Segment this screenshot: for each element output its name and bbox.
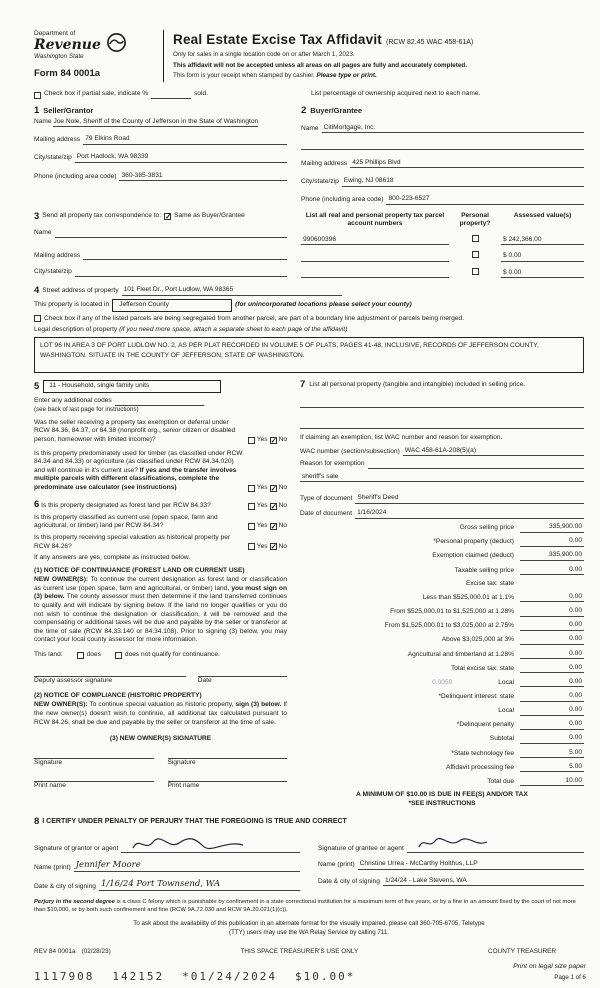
exemption-intro: If claiming an exemption, list WAC number and reason for exemption. — [300, 434, 503, 442]
located-in-label: This property is located in — [34, 300, 110, 308]
timber-question-text: Is this property predominately used for timber (as classified under RCW 84.34 and 84.33) or agriculture (as classified under RCW 84.34.020) and will continue in it's current use? — [34, 449, 243, 474]
parcel-number-field[interactable] — [301, 270, 449, 278]
document-date-label: Date of document — [300, 509, 353, 517]
owner-print-row — [34, 773, 287, 791]
tax-amount-field[interactable]: 5.00 — [520, 763, 584, 773]
tax-row-label: Gross selling price — [459, 524, 514, 532]
tax-row-label: From $1,525,000.01 to $3,025,000 at 2.75% — [384, 622, 514, 630]
stamp-receipt-number: 1117908 — [34, 969, 95, 983]
yes-checkbox[interactable] — [248, 523, 255, 530]
legal-description-label-row — [34, 326, 584, 335]
forest-land-yesno — [248, 502, 287, 511]
legal-description-label: Legal description of property — [34, 326, 118, 334]
continuance-text-2: The county assessor must then determine if the land transferred continues to qualify and will indicate by signing below. If the land no longer qualifies or you do not wish to continue the designation or classification, it will be removed and the compensating or additional taxes will be due and payable by the seller or transferor at the time of sale (RCW 84.33.140 or 84.34.108). Prior to signing (3) below, you may contact your local county assessor for more information. — [34, 593, 287, 644]
rev-number: REV 84 0001a — [34, 948, 76, 956]
owner-signature-field[interactable] — [34, 750, 154, 759]
section-8-number: 8 — [34, 815, 40, 827]
segregated-parcels-checkbox[interactable] — [34, 315, 41, 322]
footer-row — [34, 948, 584, 956]
assessed-value-field[interactable]: $ 0.00 — [501, 269, 584, 279]
no-label: No — [278, 435, 287, 443]
land-qualify-row — [34, 651, 287, 660]
tax-amount-field[interactable]: 10.00 — [520, 777, 584, 787]
perjury-notice — [34, 899, 584, 915]
tax-row-label: Exemption claimed (deduct) — [432, 552, 514, 560]
grantee-signature-icon — [415, 835, 495, 853]
correspondence-csz-field[interactable] — [75, 269, 287, 277]
wac-number-label: WAC number (section/subsection) — [300, 447, 400, 455]
county-treasurer-label: COUNTY TREASURER — [488, 948, 556, 956]
parcel-row — [301, 251, 584, 262]
print-name-label: Print name — [167, 782, 200, 790]
correspondence-csz-label: City/state/zip — [34, 268, 72, 276]
ownership-note: List percentage of ownership acquired next to each name. — [311, 90, 481, 97]
new-owners-lead-2: NEW OWNER(S): — [34, 701, 88, 709]
current-use-yesno — [248, 522, 287, 531]
legal-description-field[interactable]: LOT 96 IN AREA 3 OF PORT LUDLOW NO. 2, AS PER PLAT RECORDED IN VOLUME 5 OF PLATS, PAGES 41-48, INCLUSIVE, RECORDS OF JEFFERSON COUNTY, WASHINGTON. SITUATE IN THE COUNTY OF JEFFERSON, STATE OF WASHINGTON. — [34, 337, 584, 373]
tax-row-label: *State technology fee — [451, 749, 514, 757]
section-8 — [34, 817, 584, 892]
signature-label: Signature — [167, 758, 196, 766]
personal-property-checkbox[interactable] — [472, 268, 479, 275]
stamp-date: *01/24/2024 — [182, 969, 277, 983]
main-columns — [34, 380, 584, 809]
land-use-code-box[interactable]: 11 - Household, single family units — [43, 380, 221, 394]
name-print-label: Name (print) — [34, 863, 71, 871]
yes-checkbox[interactable] — [248, 485, 255, 492]
seller-name-row — [34, 118, 287, 127]
forest-land-question — [34, 500, 244, 511]
owner-signature-field[interactable] — [168, 750, 288, 759]
grantor-signature-icon — [129, 835, 249, 853]
stamp-code: 142152 — [112, 969, 165, 983]
excise-tax-state-header: Excise tax: state — [465, 579, 514, 587]
form-header — [34, 30, 584, 82]
perjury-body: is a class C felony which is punishable by confinement in a state correctional institution for a maximum term of five years, or by a fine in an amount fixed by the court of not more than $10,000, or by both such confinement and fine (RCW 9A.72.030 and RCW 9A.20.021(1)(c)). — [34, 899, 576, 914]
buyer-phone-label: Phone (including area code) — [301, 196, 384, 203]
cashier-stamp — [34, 970, 584, 984]
page-number: Page 1 of 6 — [554, 973, 586, 981]
seller-address-field[interactable]: 79 Elkins Road — [83, 135, 287, 145]
wac-number-field[interactable]: WAC 458-61A-208(5)(a) — [403, 447, 584, 457]
see-instructions-note: *SEE INSTRUCTIONS — [408, 800, 476, 808]
street-address-label: Street address of property — [42, 287, 119, 295]
correspondence-address-field[interactable] — [83, 252, 287, 260]
current-use-question: Is this property classified as current use (open space, farm and agricultural, or timber) land per RCW 84.34? — [34, 513, 218, 530]
tax-row-label: Affidavit processing fee — [445, 763, 514, 771]
deputy-assessor-row — [34, 668, 287, 686]
new-owners-lead: NEW OWNER(S): — [34, 576, 89, 584]
tax-row-label: *Delinquent penalty — [456, 721, 514, 729]
tax-row-label: *Delinquent interest: state — [438, 692, 514, 700]
timber-question — [34, 450, 244, 493]
section-4 — [34, 286, 584, 372]
section-3 — [34, 212, 584, 279]
document-type-field[interactable]: Sheriff's Deed — [355, 494, 584, 504]
new-owner-signature-title: (3) NEW OWNER(S) SIGNATURE — [109, 735, 212, 743]
no-label: No — [278, 502, 287, 510]
timber-yesno — [248, 484, 287, 493]
buyer-title: Buyer/Grantee — [310, 105, 362, 115]
yes-label: Yes — [256, 522, 268, 530]
tax-amount-field[interactable]: 0.00 — [520, 664, 584, 674]
seller-csz-field[interactable]: Port Hadlock, WA 98339 — [75, 153, 287, 163]
buyer-name-field[interactable]: CitiMortgage, Inc. — [322, 124, 584, 134]
section-3-number: 3 — [34, 210, 40, 222]
tax-amount-field[interactable]: 0.00 — [520, 593, 584, 603]
section-4-number: 4 — [34, 285, 40, 297]
exemption-question: Was the seller receiving a property tax exemption or deferral under RCW 84.36, 84.37, or 84.38 (nonprofit org., senior citizen or disabled person, homeowner with limited income)? — [34, 418, 236, 443]
deputy-signature-field[interactable] — [34, 668, 186, 677]
alternate-format-line-2: (TTY) users may use the WA Relay Service by calling 711. — [229, 929, 389, 937]
owner-signature-row — [34, 750, 287, 768]
stamp-amount: $10.00* — [294, 969, 356, 983]
date-city-label: Date & city of signing — [34, 882, 96, 890]
agency-name: Revenue — [34, 37, 101, 54]
land-does-not-checkbox[interactable] — [115, 652, 122, 659]
print-size-note: Print on legal size paper — [513, 963, 586, 971]
signature-label: Signature — [34, 758, 63, 766]
yes-checkbox[interactable] — [248, 503, 255, 510]
yes-label: Yes — [256, 502, 268, 510]
partial-sale-checkbox[interactable] — [34, 92, 41, 99]
grantor-signature-label: Signature of grantor or agent — [34, 844, 119, 852]
tax-amount-field[interactable]: 0.00 — [520, 537, 584, 547]
reason-exemption-value[interactable]: sheriff's sale — [300, 473, 584, 483]
parcel-col-header: List all real and personal property tax parcel account numbers — [305, 211, 445, 228]
seller-title: Seller/Grantor — [43, 105, 94, 115]
parcel-table — [301, 212, 584, 279]
perjury-lead: Perjury in the second degree — [34, 899, 115, 906]
tax-row-label: Above $3,025,000 at 3% — [441, 636, 514, 644]
yes-label: Yes — [256, 483, 268, 491]
buyer-address-field[interactable]: 425 Phillips Blvd — [350, 159, 584, 169]
section-6 — [34, 500, 287, 791]
deputy-date-label: Date — [197, 677, 212, 685]
tax-calculation — [300, 523, 584, 786]
section-1-number: 1 — [34, 104, 40, 116]
legal-description-note: (if you need more space, attach a separate sheet to each page of the affidavit) — [119, 326, 348, 334]
partial-percent-field[interactable] — [151, 91, 191, 99]
assessed-value-field[interactable]: $ 242,366.00 — [501, 236, 584, 246]
form-number: Form 84 0001a — [34, 68, 101, 80]
agency-state-label: Washington State — [34, 53, 84, 61]
owner-print-name-field[interactable] — [34, 773, 154, 782]
continuance-text-1: To continue the current designation as forest land or classification as current use (open space, farm and agricultural, or timber) land, — [34, 576, 287, 592]
rev-date: (02/28/23) — [81, 948, 111, 956]
street-address-field[interactable]: 101 Fleet Dr., Port Ludlow, WA 98365 — [122, 286, 342, 296]
yes-label: Yes — [256, 542, 268, 550]
grantee-signature-field[interactable] — [407, 838, 584, 853]
same-as-buyer-label: Same as Buyer/Grantee — [174, 212, 245, 220]
no-checkbox[interactable]: ✓ — [270, 522, 277, 532]
located-in-note: (for unincorporated locations please select your county) — [235, 300, 412, 308]
local-rate-value: 0.0050 — [432, 678, 453, 686]
tax-row-label: Total due — [487, 777, 514, 785]
print-name-label: Print name — [34, 782, 66, 790]
assessed-value-field[interactable]: $ 0.00 — [501, 252, 584, 262]
yes-label: Yes — [256, 435, 268, 443]
right-column — [300, 380, 584, 809]
compliance-text-2: If the new owner(s) doesn't wish to continue, all additional tax calculated pursuant to RCW 84.26, shall be due and payable by the seller or transferor at the time of sale. — [34, 701, 287, 726]
parcel-number-field[interactable] — [301, 254, 449, 262]
section-7 — [300, 380, 584, 390]
document-type-label: Type of document — [300, 495, 353, 503]
notice-continuance-title: (1) NOTICE OF CONTINUANCE (FOREST LAND OR CURRENT USE) — [34, 566, 245, 574]
tax-row-label: From $525,000.01 to $1,525,000 at 1.28% — [390, 608, 514, 616]
no-checkbox[interactable]: ✓ — [270, 502, 277, 512]
no-checkbox[interactable]: ✓ — [270, 542, 277, 552]
personal-property-intro: List all personal property (tangible and intangible) included in selling price. — [309, 380, 526, 388]
grantee-date-city-field[interactable]: 1/24/24 - Lake Stevens, WA — [383, 877, 584, 887]
alternate-format-line-1: To ask about the availability of this publication in an alternate format for the visually impaired, please call 360-705-6705. Teletype — [133, 920, 485, 928]
section-7-number: 7 — [300, 378, 306, 390]
correspondence-name-label: Name — [34, 229, 52, 237]
timber-question-bold: If yes and the transfer involves multiple parcels with different classifications, complete the predominate use calculator (see instructions) — [34, 466, 237, 491]
correspondence-address-label: Mailing address — [34, 251, 81, 259]
buyer-phone-field[interactable]: 800-223-6527 — [386, 195, 584, 205]
tax-row-label: Agricultural and timberland at 1.28% — [407, 650, 514, 658]
tax-amount-field[interactable]: 0.00 — [520, 607, 584, 617]
tax-amount-field[interactable]: 0.00 — [520, 692, 584, 702]
correspondence-label: Send all property tax correspondence to: — [42, 212, 162, 220]
same-as-buyer-checkbox[interactable]: ✓ — [165, 211, 172, 221]
date-city-label: Date & city of signing — [318, 877, 380, 885]
grantee-print-name-field[interactable]: Christine Urrea - McCarthy Holthus, LLP — [358, 860, 584, 870]
revenue-logo-icon — [106, 32, 127, 57]
sign-below-bold: sign (3) below. — [235, 701, 282, 709]
buyer-csz-label: City/state/zip — [301, 177, 339, 185]
yes-checkbox[interactable] — [248, 543, 255, 550]
tax-amount-field[interactable]: 0.00 — [520, 734, 584, 744]
no-checkbox[interactable]: ✓ — [270, 435, 277, 445]
partial-sale-row — [34, 90, 584, 99]
yes-checkbox[interactable] — [248, 437, 255, 444]
correspondence-name-field[interactable] — [55, 230, 287, 238]
additional-codes-label: Enter any additional codes — [34, 397, 112, 405]
reason-exemption-field[interactable] — [368, 461, 584, 469]
county-select[interactable]: Jefferson County — [112, 299, 232, 312]
personal-property-list-field[interactable] — [300, 399, 584, 408]
tax-row-label: Subtotal — [489, 735, 514, 743]
seller-csz-label: City/state/zip — [34, 154, 72, 162]
assessed-value-col-header: Assessed value(s) — [513, 211, 572, 219]
seller-name-label: Name — [34, 118, 52, 126]
no-label: No — [278, 522, 287, 530]
tax-row-label: Local — [498, 707, 514, 715]
does-label: does — [86, 650, 101, 658]
form-rcw-code: (RCW 82.45 WAC 458-61A) — [386, 39, 474, 46]
buyer-name-label: Name — [301, 124, 319, 132]
tax-amount-field[interactable]: 0.00 — [520, 650, 584, 660]
tax-row-label: Taxable selling price — [454, 566, 514, 574]
tax-amount-field[interactable]: 335,900.00 — [520, 523, 584, 533]
must-sign-bold: you must sign on (3) below. — [34, 584, 287, 601]
notice-compliance-title: (2) NOTICE OF COMPLIANCE (HISTORIC PROPERTY) — [34, 691, 202, 699]
seller-phone-field[interactable]: 360-385-3831 — [119, 172, 287, 182]
buyer-name-extra-line[interactable] — [301, 141, 584, 150]
grantor-signature-block — [34, 831, 300, 891]
tax-row-label: Local — [498, 678, 514, 686]
grantee-signature-block — [318, 831, 584, 891]
tax-amount-field[interactable]: 0.00 — [520, 678, 584, 688]
partial-sold-label: sold. — [194, 90, 209, 97]
historic-question: Is this property receiving special valuation as historical property per RCW 84.26? — [34, 534, 231, 550]
parcel-row — [301, 268, 584, 279]
tax-amount-field[interactable]: 0.00 — [520, 566, 584, 576]
forest-land-question-text: Is this property designated as forest land per RCW 84.33? — [41, 502, 211, 510]
notice-compliance-body — [34, 701, 287, 727]
header-note-3 — [173, 72, 473, 80]
historic-yesno — [248, 543, 287, 552]
owner-print-name-field[interactable] — [168, 773, 288, 782]
exemption-yesno — [248, 436, 287, 445]
compliance-text-1: To continue special valuation as historic property, — [87, 701, 236, 709]
grantor-signature-field[interactable] — [121, 838, 300, 853]
seller-address-label: Mailing address — [34, 136, 81, 144]
deputy-date-field[interactable] — [198, 668, 287, 677]
deputy-signature-label: Deputy assessor signature — [34, 677, 113, 685]
section-1-seller — [34, 106, 287, 205]
header-note-1: Only for sales in a single location code on or after March 1, 2023. — [173, 51, 355, 59]
form-title: Real Estate Excise Tax Affidavit — [173, 32, 382, 47]
header-divider — [163, 30, 164, 82]
name-print-label: Name (print) — [318, 861, 355, 869]
dept-of-label: Department of — [34, 30, 76, 37]
certify-statement: I CERTIFY UNDER PENALTY OF PERJURY THAT THE FOREGOING IS TRUE AND CORRECT — [42, 818, 347, 826]
see-back-note: (see back of last page for instructions) — [34, 405, 139, 413]
personal-property-checkbox[interactable] — [472, 235, 479, 242]
tax-amount-field[interactable]: 0.00 — [520, 621, 584, 631]
parcel-number-field[interactable]: 990600396 — [301, 236, 449, 246]
grantor-print-name-field[interactable]: Jennifer Moore — [74, 860, 300, 872]
additional-codes-field[interactable] — [115, 398, 204, 406]
parcel-row — [301, 235, 584, 246]
grantee-signature-label: Signature of grantee or agent — [318, 844, 404, 852]
buyer-address-label: Mailing address — [301, 159, 348, 167]
document-date-field[interactable]: 1/16/2024 — [355, 509, 584, 519]
left-column — [34, 380, 287, 809]
personal-property-col-header: Personal property? — [459, 211, 491, 228]
reason-exemption-label: Reason for exemption — [300, 460, 365, 468]
tax-amount-field[interactable]: 335,900.00 — [520, 551, 584, 561]
section-5-number: 5 — [34, 380, 40, 392]
this-land-label: This land: — [34, 650, 63, 658]
segregated-parcels-label: Check box if any of the listed parcels are being segregated from another parcel, are part of a boundary line adjustment or parcels being merged. — [44, 314, 465, 322]
parties-row — [34, 106, 584, 205]
seller-phone-label: Phone (including area code) — [34, 172, 117, 180]
type-or-print-note: Please type or print. — [316, 72, 377, 80]
personal-property-list-field[interactable] — [300, 420, 584, 429]
personal-property-checkbox[interactable] — [472, 251, 479, 258]
land-does-checkbox[interactable] — [77, 652, 84, 659]
partial-sale-label: Check box if partial sale, indicate % — [44, 90, 149, 97]
if-any-note: If any answers are yes, complete as instructed below. — [34, 554, 191, 562]
receipt-note: This form is your receipt when stamped by cashier. — [173, 72, 317, 80]
does-not-label: does not qualify for continuance. — [124, 650, 220, 658]
minimum-due-note: A MINIMUM OF $10.00 IS DUE IN FEE(S) AND/OR TAX — [356, 791, 528, 799]
seller-name-field[interactable]: Joe Nole, Sheriff of the County of Jefferson in the State of Washington — [53, 118, 259, 126]
section-2-buyer — [301, 106, 584, 205]
section-5 — [34, 380, 287, 493]
buyer-csz-field[interactable]: Ewing, NJ 08618 — [342, 177, 584, 187]
tax-row-label: Total excise tax: state — [450, 664, 514, 672]
section-6-number: 6 — [34, 499, 40, 511]
tax-row-label: *Personal property (deduct) — [433, 538, 514, 546]
header-note-2: This affidavit will not be accepted unless all areas on all pages are fully and accurately completed. — [173, 61, 467, 69]
treasurer-use-label: THIS SPACE TREASURER'S USE ONLY — [240, 948, 359, 956]
alternate-format-notice — [34, 920, 584, 938]
tax-row-label: Less than $525,000.01 at 1.1% — [422, 593, 514, 601]
no-label: No — [278, 483, 287, 491]
no-label: No — [278, 542, 287, 550]
tax-amount-field[interactable]: 5.00 — [520, 749, 584, 759]
tax-amount-field[interactable]: 0.00 — [520, 706, 584, 716]
no-checkbox[interactable]: ✓ — [270, 483, 277, 493]
tax-amount-field[interactable]: 0.00 — [520, 635, 584, 645]
notice-continuance-body — [34, 576, 287, 645]
section-2-number: 2 — [301, 104, 307, 116]
tax-amount-field[interactable]: 0.00 — [520, 720, 584, 730]
grantor-date-city-field[interactable]: 1/16/24 Port Townsend, WA — [99, 879, 300, 891]
